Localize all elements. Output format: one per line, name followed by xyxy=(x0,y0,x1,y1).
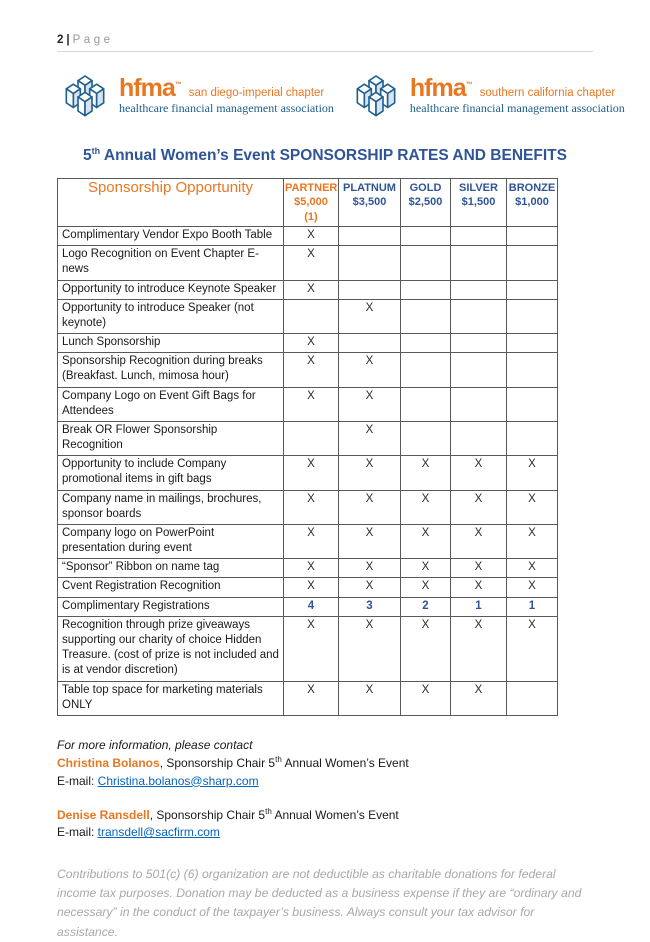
benefit-mark: X xyxy=(507,456,558,490)
contact-spacer xyxy=(57,790,593,806)
benefit-mark xyxy=(507,227,558,246)
logo-text xyxy=(409,73,625,116)
association-name: healthcare financial management association xyxy=(119,101,334,116)
benefit-label: Complimentary Registrations xyxy=(58,597,284,616)
contact-role-ordinal: th xyxy=(265,807,272,817)
contact-section xyxy=(57,737,593,842)
page-header-divider: | xyxy=(66,34,70,46)
hfma-blocks-icon xyxy=(57,74,113,120)
benefit-mark: X xyxy=(507,490,558,524)
benefit-mark: X xyxy=(284,490,339,524)
benefit-mark: X xyxy=(284,559,339,578)
table-row xyxy=(58,299,558,333)
benefit-label: Lunch Sponsorship xyxy=(58,334,284,353)
benefit-mark: X xyxy=(339,578,401,597)
table-row xyxy=(58,227,558,246)
tier-header-silver xyxy=(451,179,507,227)
benefit-mark xyxy=(401,353,451,387)
benefit-mark: X xyxy=(284,246,339,280)
benefit-label: Complimentary Vendor Expo Booth Table xyxy=(58,227,284,246)
hfma-wordmark: hfma™ xyxy=(409,73,472,102)
table-row xyxy=(58,616,558,681)
contact-role: , Sponsorship Chair 5 xyxy=(159,756,276,771)
benefit-mark: X xyxy=(339,616,401,681)
benefit-mark: X xyxy=(284,227,339,246)
hfma-logo-1 xyxy=(57,68,334,126)
table-row xyxy=(58,456,558,490)
benefit-mark: X xyxy=(401,524,451,558)
benefit-label: Cvent Registration Recognition xyxy=(58,578,284,597)
benefit-label: Company Logo on Event Gift Bags for Attendees xyxy=(58,387,284,421)
table-row xyxy=(58,524,558,558)
page-title xyxy=(57,146,593,165)
logo-text xyxy=(119,73,334,116)
benefit-mark: X xyxy=(507,524,558,558)
benefit-mark: X xyxy=(284,578,339,597)
table-header-row xyxy=(58,179,558,227)
benefit-mark xyxy=(401,299,451,333)
tier-price: $1,000 xyxy=(515,196,549,209)
benefit-mark xyxy=(507,353,558,387)
contact-email-line xyxy=(57,824,593,841)
benefit-mark: X xyxy=(451,524,507,558)
tier-name: PARTNER xyxy=(285,182,338,195)
table-row xyxy=(58,597,558,616)
benefit-mark xyxy=(451,353,507,387)
contact-role-rest: Annual Women’s Event xyxy=(281,756,409,771)
benefit-mark: X xyxy=(451,490,507,524)
email-link[interactable]: transdell@sacfirm.com xyxy=(97,825,220,840)
benefit-mark: X xyxy=(339,524,401,558)
benefit-mark xyxy=(339,280,401,299)
title-ordinal: th xyxy=(91,146,101,156)
tier-price: $5,000 xyxy=(294,196,328,209)
page-header xyxy=(57,34,593,52)
benefit-mark: X xyxy=(451,681,507,715)
benefit-mark xyxy=(451,421,507,455)
tier-note: (1) xyxy=(304,210,318,223)
table-row xyxy=(58,559,558,578)
table-row xyxy=(58,681,558,715)
benefit-mark: X xyxy=(339,559,401,578)
chapter-name: southern california chapter xyxy=(479,86,616,99)
benefit-mark xyxy=(401,246,451,280)
benefit-mark: X xyxy=(284,334,339,353)
benefit-label: Table top space for marketing materials ONLY xyxy=(58,681,284,715)
benefit-mark: X xyxy=(284,353,339,387)
logo-top-line xyxy=(409,73,625,102)
benefit-mark xyxy=(507,299,558,333)
hfma-blocks-icon xyxy=(348,74,404,120)
benefit-mark xyxy=(401,280,451,299)
email-label: E-mail: xyxy=(57,773,98,788)
benefit-mark: X xyxy=(401,681,451,715)
benefit-mark: X xyxy=(339,421,401,455)
benefit-mark: X xyxy=(507,559,558,578)
trademark-symbol: ™ xyxy=(174,81,181,89)
benefit-mark xyxy=(507,681,558,715)
benefit-label: Logo Recognition on Event Chapter E-news xyxy=(58,246,284,280)
table-row xyxy=(58,578,558,597)
benefit-mark: X xyxy=(507,578,558,597)
benefit-label: Recognition through prize giveaways supporting our charity of choice Hidden Treasure. (cost of prize is not included and is at vendor discretion) xyxy=(58,616,284,681)
benefit-mark xyxy=(507,334,558,353)
association-name: healthcare financial management association xyxy=(409,101,625,116)
chapter-name: san diego-imperial chapter xyxy=(188,86,325,99)
benefit-mark xyxy=(507,421,558,455)
benefit-mark: X xyxy=(339,299,401,333)
table-row xyxy=(58,353,558,387)
benefit-mark xyxy=(507,246,558,280)
tier-price: $1,500 xyxy=(461,196,496,209)
tier-name: PLATNUM xyxy=(343,182,396,195)
page-number: 2 xyxy=(57,34,64,46)
benefit-mark xyxy=(451,334,507,353)
benefit-mark xyxy=(339,246,401,280)
email-link[interactable]: Christina.bolanos@sharp.com xyxy=(97,773,259,788)
tier-name: GOLD xyxy=(409,182,442,195)
benefit-label: “Sponsor” Ribbon on name tag xyxy=(58,559,284,578)
table-row xyxy=(58,246,558,280)
benefit-mark xyxy=(284,299,339,333)
page-label: Page xyxy=(72,34,114,46)
benefit-mark: X xyxy=(451,578,507,597)
logo-top-line xyxy=(119,73,334,102)
table-row xyxy=(58,490,558,524)
trademark-symbol: ™ xyxy=(465,81,472,89)
table-row xyxy=(58,334,558,353)
contact-role: , Sponsorship Chair 5 xyxy=(149,808,266,823)
tier-name: SILVER xyxy=(459,182,498,195)
benefit-mark xyxy=(401,387,451,421)
contact-role-ordinal: th xyxy=(275,755,282,765)
logos-row xyxy=(57,68,625,126)
contact-name: Denise Ransdell xyxy=(57,808,150,823)
tier-header-partner xyxy=(284,179,339,227)
benefit-mark: X xyxy=(284,387,339,421)
contact-email-line xyxy=(57,773,593,790)
benefit-mark xyxy=(339,227,401,246)
benefit-mark: X xyxy=(339,353,401,387)
tier-name: BRONZE xyxy=(508,182,556,195)
sponsorship-benefits-table xyxy=(57,178,558,716)
benefit-mark: 3 xyxy=(339,597,401,616)
benefit-mark xyxy=(284,421,339,455)
benefit-mark xyxy=(507,280,558,299)
title-text: Annual Women’s Event SPONSORSHIP RATES AND BENEFITS xyxy=(100,147,567,165)
tier-header-gold xyxy=(401,179,451,227)
benefit-mark: X xyxy=(451,616,507,681)
tax-disclaimer: Contributions to 501(c) (6) organization are not deductible as charitable donations for federal income tax purposes. Donation may be deducted as a business expense if they are “ordinary and necessary” in the conduct of the taxpayer’s business. Always consult your tax advisor for assistance. xyxy=(57,866,582,939)
benefit-mark: X xyxy=(401,490,451,524)
table-row xyxy=(58,280,558,299)
table-row xyxy=(58,421,558,455)
benefit-mark: X xyxy=(339,456,401,490)
benefit-mark: X xyxy=(284,280,339,299)
benefit-label: Opportunity to introduce Keynote Speaker xyxy=(58,280,284,299)
table-row xyxy=(58,387,558,421)
hfma-logo-2 xyxy=(348,68,625,126)
benefit-mark xyxy=(507,387,558,421)
benefit-mark: X xyxy=(401,578,451,597)
benefit-mark: X xyxy=(451,559,507,578)
benefit-label: Opportunity to introduce Speaker (not keynote) xyxy=(58,299,284,333)
contact-name-line xyxy=(57,806,593,824)
contact-name-line xyxy=(57,754,593,772)
title-number: 5 xyxy=(83,147,92,165)
opportunity-column-header: Sponsorship Opportunity xyxy=(58,179,284,227)
contact-list xyxy=(57,754,593,842)
benefit-mark: X xyxy=(339,681,401,715)
benefit-label: Company name in mailings, brochures, sponsor boards xyxy=(58,490,284,524)
email-label: E-mail: xyxy=(57,825,98,840)
benefit-mark: X xyxy=(339,490,401,524)
contact-role-rest: Annual Women’s Event xyxy=(271,808,399,823)
benefit-mark: X xyxy=(284,456,339,490)
tier-header-bronze xyxy=(507,179,558,227)
benefit-mark: X xyxy=(401,456,451,490)
benefit-mark: X xyxy=(339,387,401,421)
benefit-label: Company logo on PowerPoint presentation during event xyxy=(58,524,284,558)
benefit-mark: X xyxy=(284,524,339,558)
benefit-mark xyxy=(339,334,401,353)
benefit-mark xyxy=(451,299,507,333)
benefit-mark xyxy=(451,387,507,421)
benefit-mark: 1 xyxy=(451,597,507,616)
benefit-mark xyxy=(401,421,451,455)
contact-intro: For more information, please contact xyxy=(57,737,253,752)
benefit-mark: 4 xyxy=(284,597,339,616)
benefit-mark: X xyxy=(401,616,451,681)
benefit-mark: X xyxy=(451,456,507,490)
benefit-label: Break OR Flower Sponsorship Recognition xyxy=(58,421,284,455)
hfma-wordmark: hfma™ xyxy=(119,73,181,102)
benefit-mark xyxy=(401,334,451,353)
benefit-label: Opportunity to include Company promotional items in gift bags xyxy=(58,456,284,490)
benefit-mark: X xyxy=(284,616,339,681)
tier-price: $3,500 xyxy=(352,196,387,209)
benefit-mark: X xyxy=(507,616,558,681)
tier-header-platnum xyxy=(339,179,401,227)
benefit-mark xyxy=(451,280,507,299)
benefit-mark: 2 xyxy=(401,597,451,616)
benefit-mark: X xyxy=(284,681,339,715)
benefit-mark xyxy=(451,246,507,280)
tier-price: $2,500 xyxy=(408,196,443,209)
benefit-mark xyxy=(451,227,507,246)
benefit-label: Sponsorship Recognition during breaks (Breakfast. Lunch, mimosa hour) xyxy=(58,353,284,387)
benefit-mark xyxy=(401,227,451,246)
benefit-mark: X xyxy=(401,559,451,578)
contact-name: Christina Bolanos xyxy=(57,756,160,771)
benefit-mark: 1 xyxy=(507,597,558,616)
